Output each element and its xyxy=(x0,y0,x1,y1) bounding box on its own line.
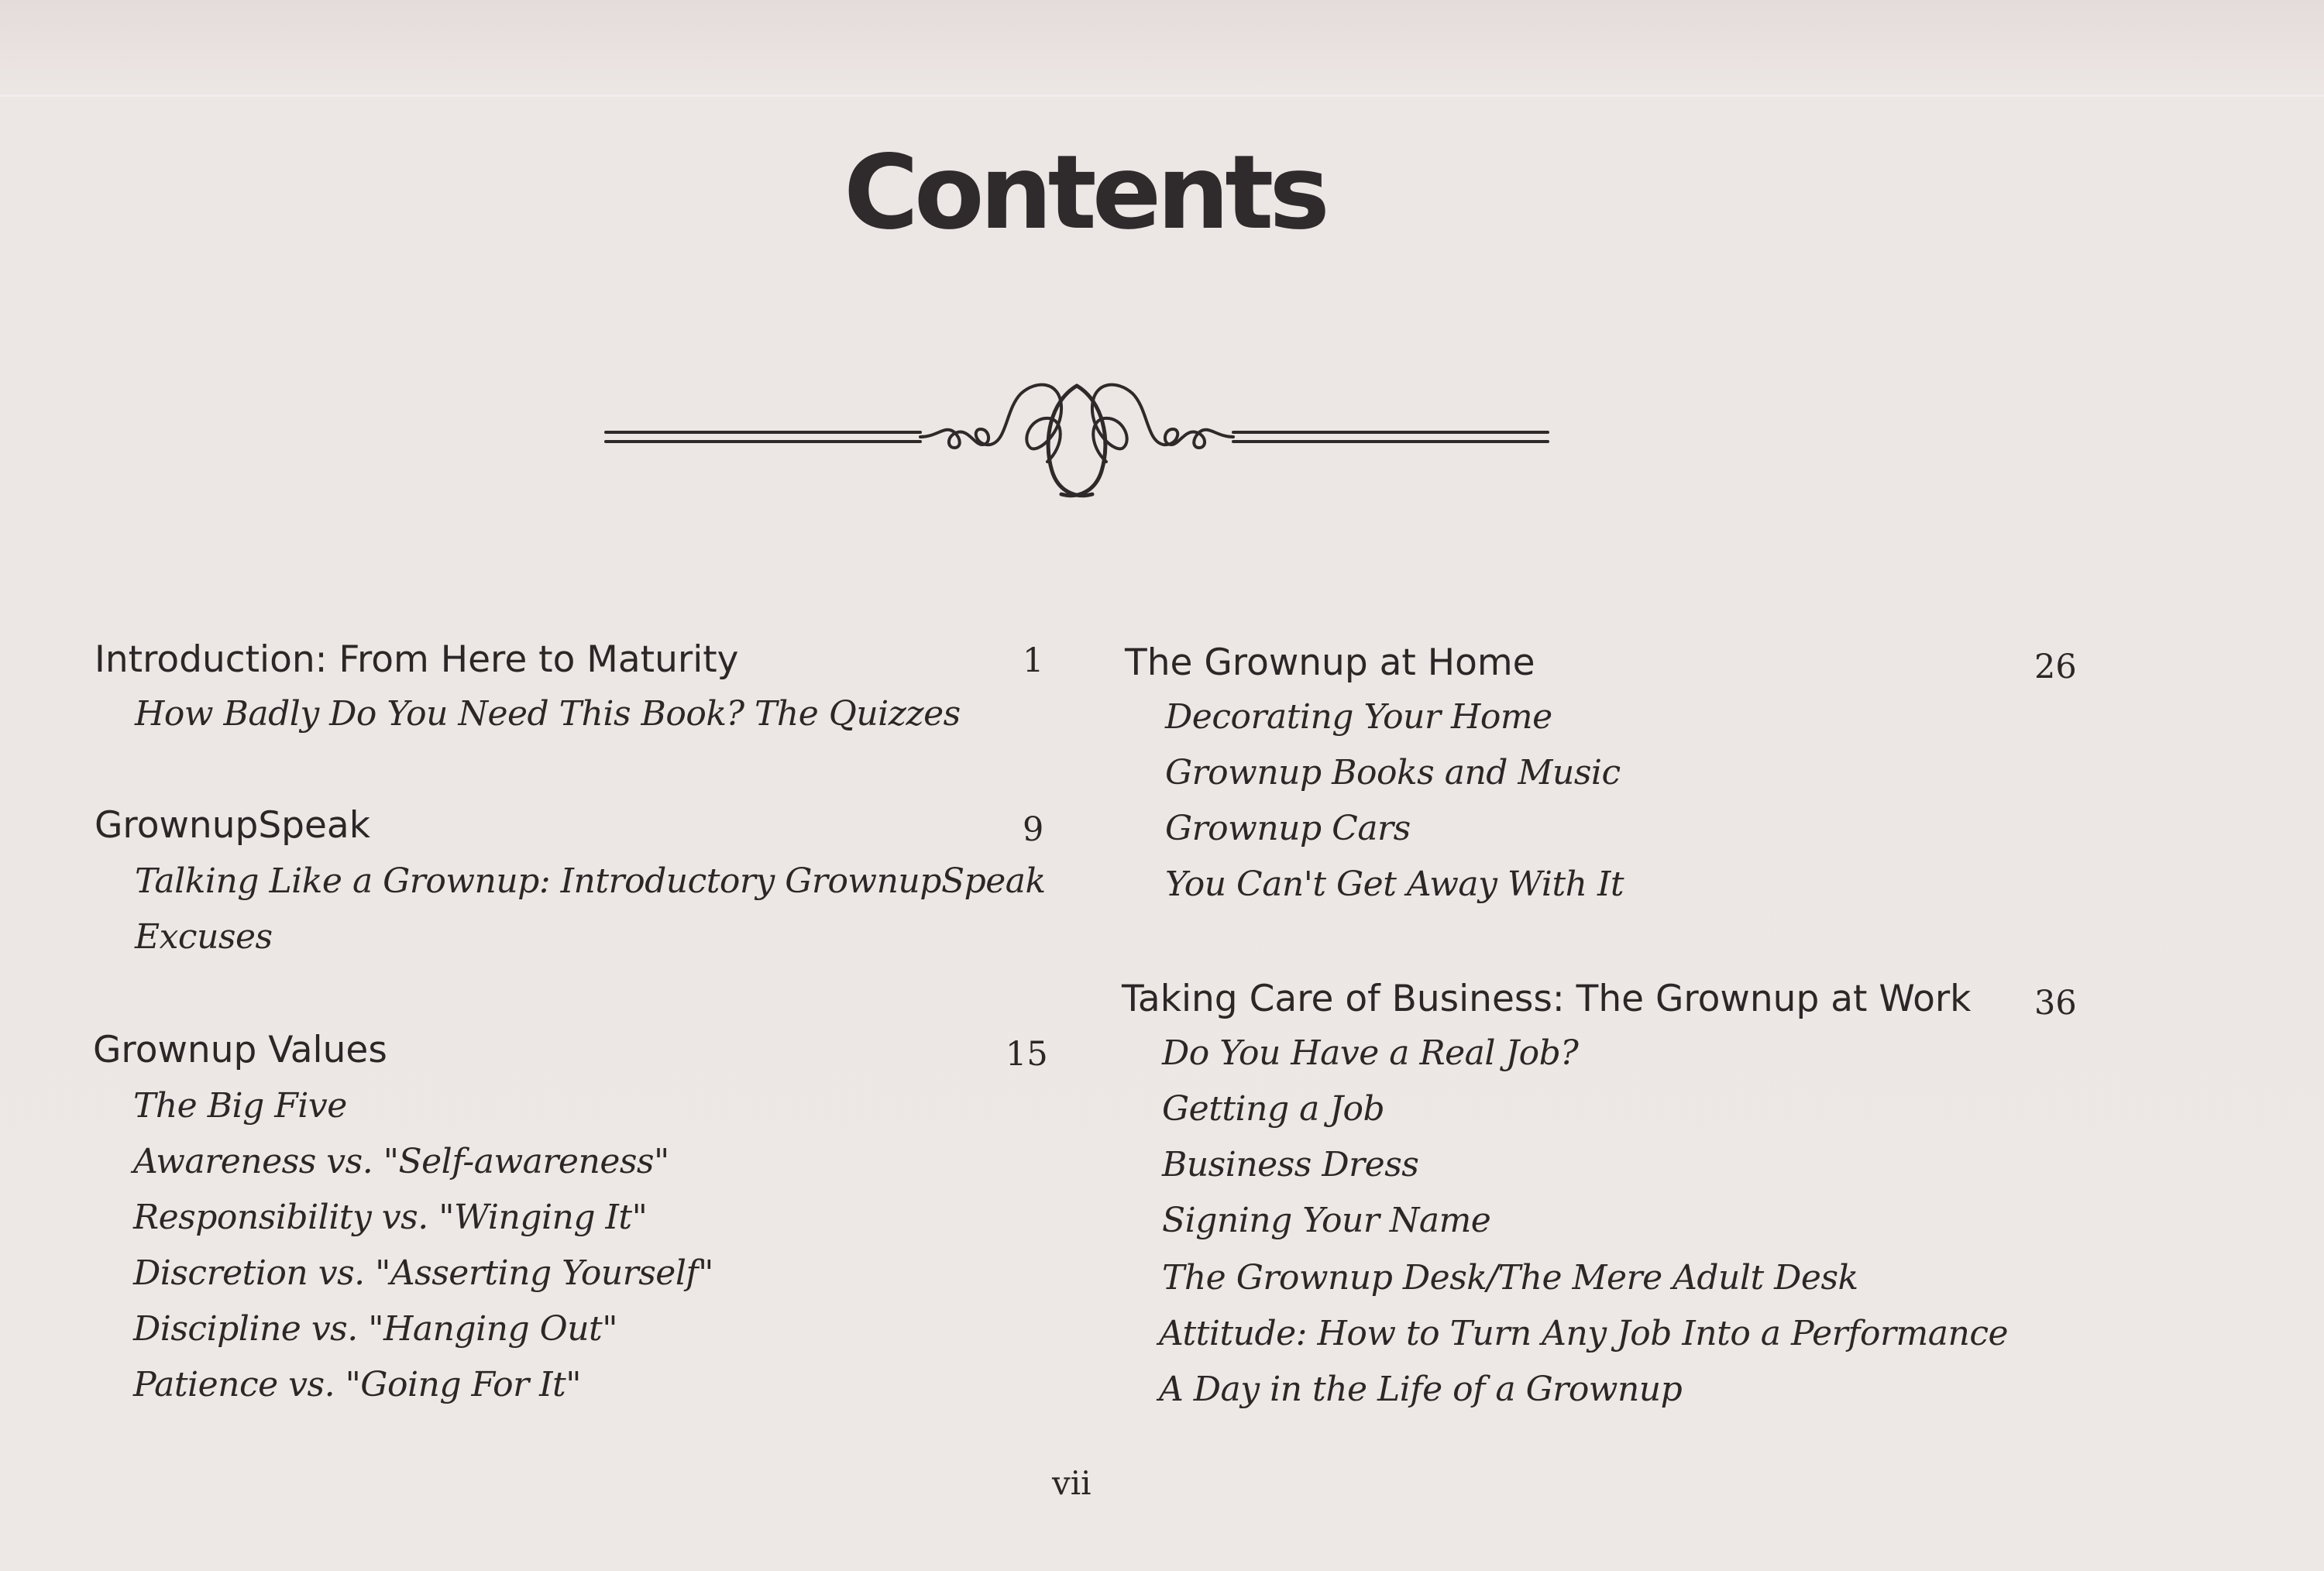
toc-entry: Business Dress xyxy=(1162,1145,1419,1184)
page-title: Contents xyxy=(844,133,1325,253)
toc-entry: Do You Have a Real Job? xyxy=(1162,1033,1579,1073)
toc-entry: Talking Like a Grownup: Introductory GrownupSpeak xyxy=(135,861,1046,901)
section-title-grownup-at-home: The Grownup at Home xyxy=(1125,641,1535,684)
toc-entry: A Day in the Life of a Grownup xyxy=(1159,1370,1683,1409)
toc-entry: Grownup Cars xyxy=(1165,809,1411,848)
section-page-number: 9 xyxy=(1023,810,1044,849)
toc-entry: Excuses xyxy=(135,917,273,957)
section-title-taking-care-of-business: Taking Care of Business: The Grownup at Work xyxy=(1122,978,1972,1020)
toc-entry: How Badly Do You Need This Book? The Quizzes xyxy=(135,694,961,734)
section-page-number: 15 xyxy=(1006,1035,1048,1074)
toc-entry: You Can't Get Away With It xyxy=(1165,865,1624,904)
toc-entry: Getting a Job xyxy=(1162,1089,1385,1129)
toc-entry: Signing Your Name xyxy=(1162,1201,1491,1240)
section-title-grownup-values: Grownup Values xyxy=(93,1029,387,1071)
section-page-number: 36 xyxy=(2034,984,2077,1023)
toc-entry: Discipline vs. "Hanging Out" xyxy=(133,1309,617,1349)
toc-entry: Discretion vs. "Asserting Yourself" xyxy=(133,1253,713,1293)
section-title-grownupspeak: GrownupSpeak xyxy=(95,804,370,847)
page-folio: vii xyxy=(1052,1464,1092,1502)
toc-entry: Patience vs. "Going For It" xyxy=(133,1365,581,1404)
toc-entry: Decorating Your Home xyxy=(1165,697,1552,737)
section-page-number: 26 xyxy=(2034,648,2077,686)
toc-entry: Grownup Books and Music xyxy=(1165,753,1621,792)
toc-entry: Responsibility vs. "Winging It" xyxy=(133,1198,648,1237)
toc-entry: The Big Five xyxy=(133,1086,347,1126)
section-page-number: 1 xyxy=(1023,641,1044,680)
page-top-edge xyxy=(0,95,2324,97)
flourish-ornament xyxy=(596,370,1557,510)
section-title-introduction: Introduction: From Here to Maturity xyxy=(95,638,739,681)
toc-entry: The Grownup Desk/The Mere Adult Desk xyxy=(1162,1258,1858,1298)
toc-entry: Attitude: How to Turn Any Job Into a Performance xyxy=(1159,1314,2009,1353)
toc-entry: Awareness vs. "Self-awareness" xyxy=(133,1142,669,1181)
